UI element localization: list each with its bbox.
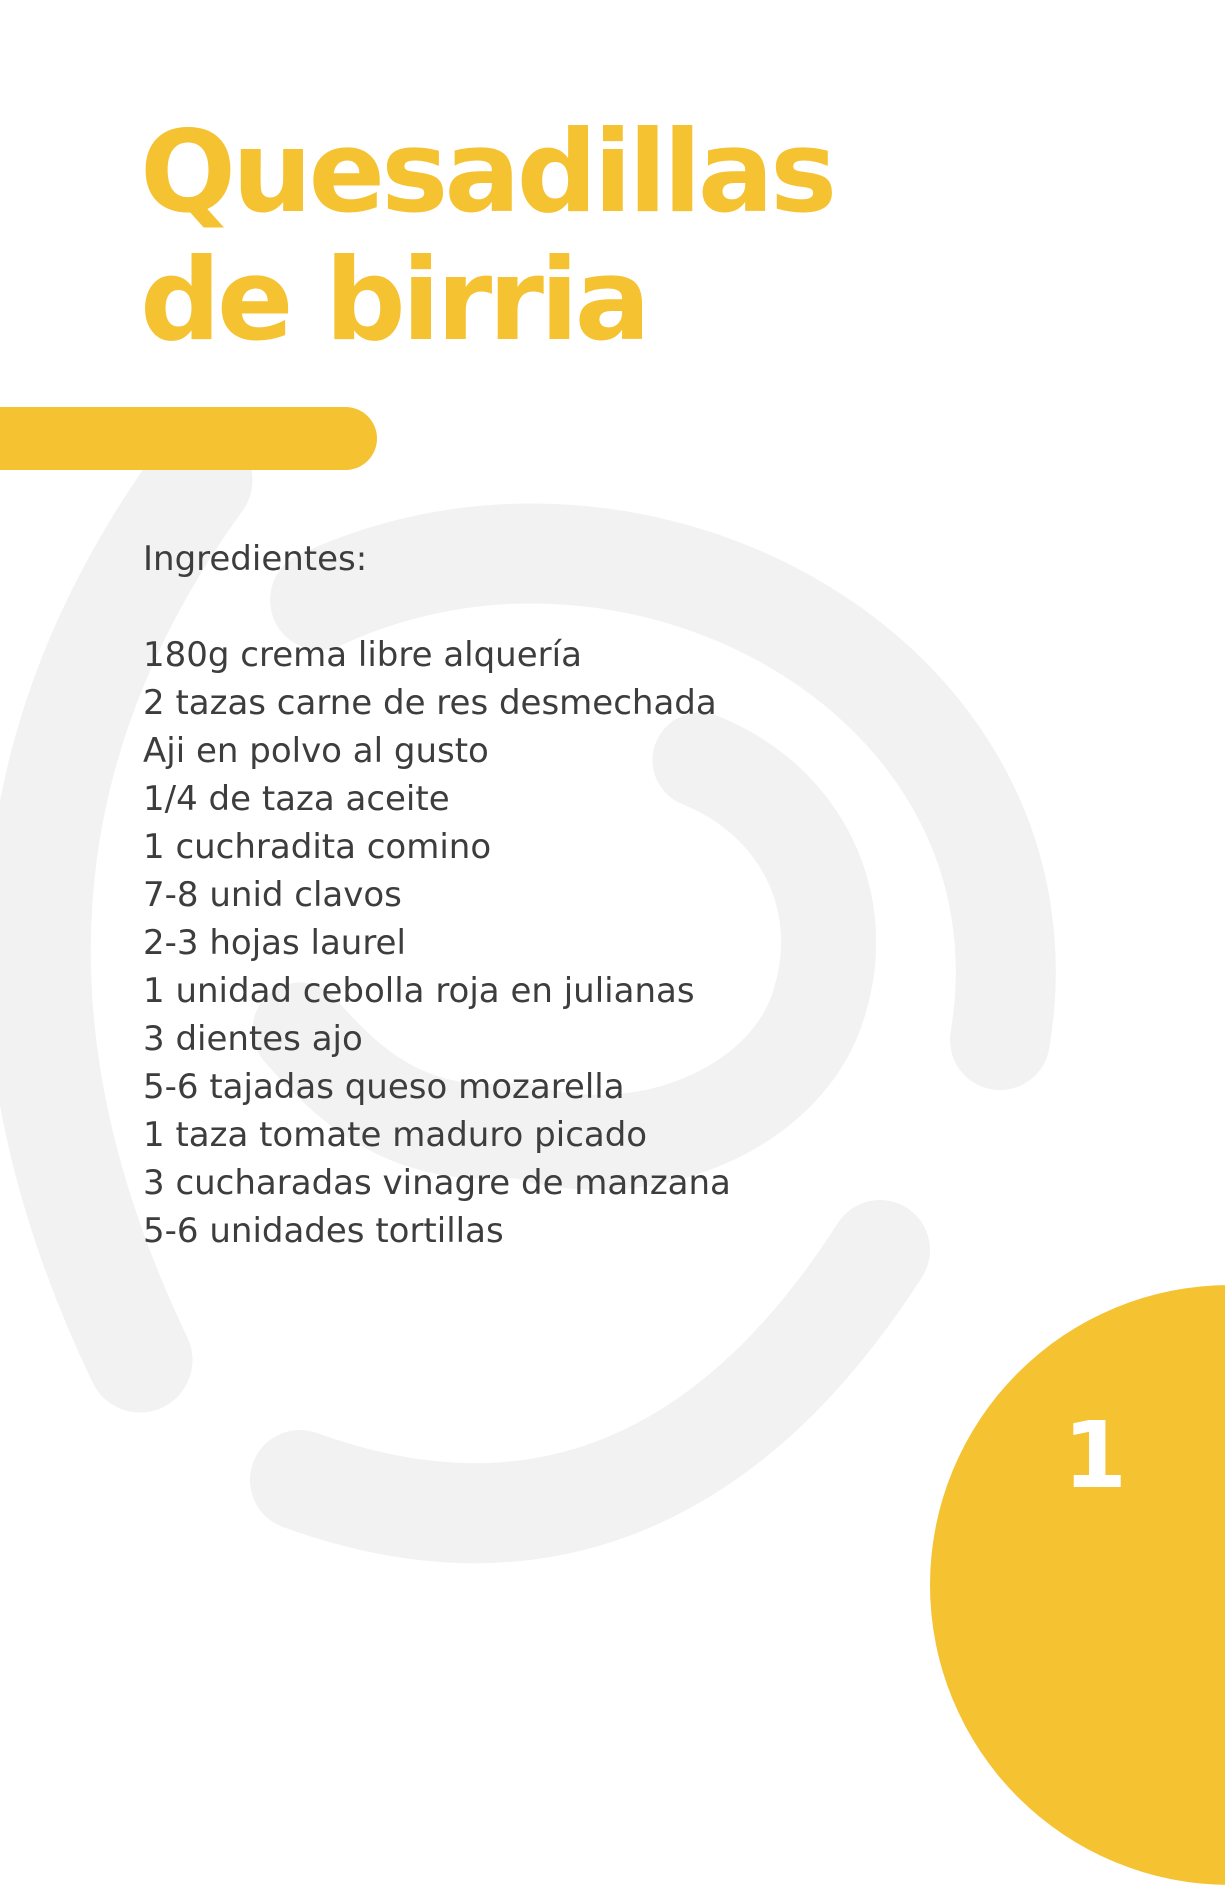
ingredient-item: 1 taza tomate maduro picado [143,1115,648,1155]
ingredient-item: 1/4 de taza aceite [143,779,450,819]
ingredients-list [143,631,731,1255]
accent-bar [0,407,377,470]
ingredient-item: 180g crema libre alquería [143,635,582,675]
ingredient-item: 2 tazas carne de res desmechada [143,683,717,723]
page-number: 1 [1063,1402,1128,1509]
ingredient-item: 5-6 unidades tortillas [143,1211,504,1251]
ingredient-item: 1 cuchradita comino [143,827,492,867]
ingredient-item: 3 cucharadas vinagre de manzana [143,1163,731,1203]
ingredient-item: Aji en polvo al gusto [143,731,489,771]
ingredient-item: 1 unidad cebolla roja en julianas [143,971,695,1011]
ingredient-item: 2-3 hojas laurel [143,923,406,963]
recipe-title [140,108,833,364]
ingredient-item: 3 dientes ajo [143,1019,363,1059]
ingredient-item: 5-6 tajadas queso mozarella [143,1067,625,1107]
recipe-title-line-1: Quesadillas [140,106,834,238]
recipe-title-line-2: de birria [140,234,647,366]
ingredients-heading: Ingredientes: [143,539,368,579]
ingredient-item: 7-8 unid clavos [143,875,402,915]
middle-arc-lower [300,1250,880,1513]
ingredients-section [143,535,731,1255]
